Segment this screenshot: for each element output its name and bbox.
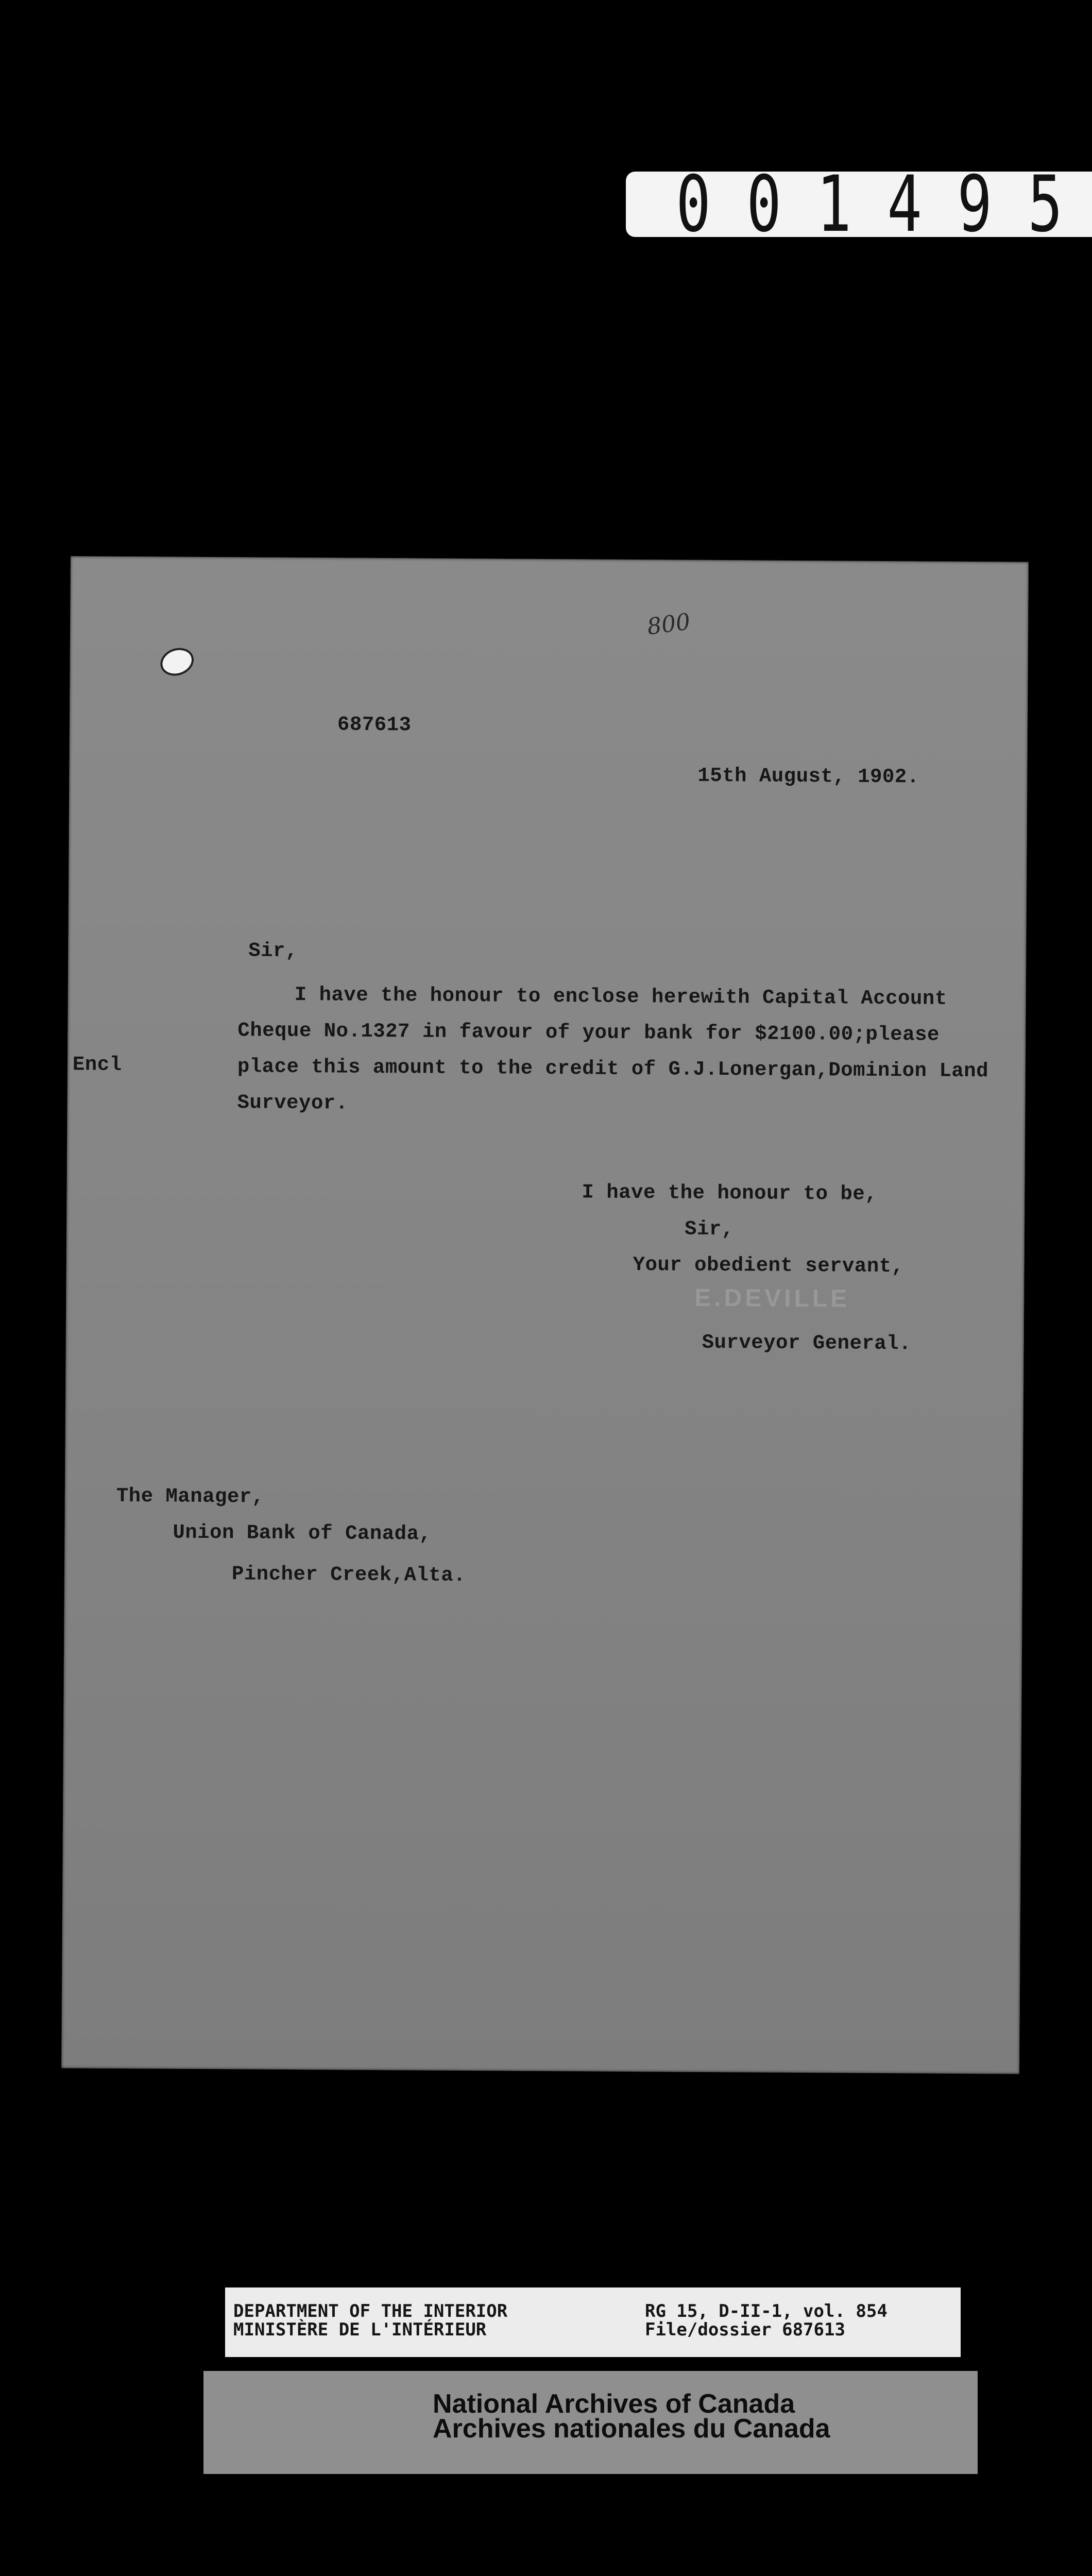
archive-reference-label bbox=[225, 2287, 961, 2357]
archives-name-english: National Archives of Canada bbox=[433, 2389, 795, 2419]
punch-hole-icon bbox=[157, 643, 198, 680]
addressee-line: Union Bank of Canada, bbox=[173, 1521, 432, 1546]
file-number: 687613 bbox=[337, 713, 412, 737]
archive-file-number: File/dossier 687613 bbox=[645, 2319, 845, 2340]
frame-digit: 9 bbox=[957, 159, 993, 249]
frame-digit: 0 bbox=[676, 159, 711, 249]
department-french: MINISTÈRE DE L'INTÉRIEUR bbox=[233, 2319, 487, 2340]
body-line: place this amount to the credit of G.J.Lonergan,Dominion Land bbox=[237, 1055, 989, 1083]
letter-sheet bbox=[61, 556, 1029, 2074]
department-english: DEPARTMENT OF THE INTERIOR bbox=[233, 2301, 508, 2321]
signature-stamp: E.DEVILLE bbox=[694, 1284, 850, 1313]
archive-reference: RG 15, D-II-1, vol. 854 bbox=[645, 2301, 888, 2321]
body-line: I have the honour to enclose herewith Capital Account bbox=[294, 984, 947, 1010]
letter-date: 15th August, 1902. bbox=[697, 764, 919, 789]
archives-banner bbox=[203, 2371, 978, 2474]
body-line: Surveyor. bbox=[237, 1091, 348, 1115]
frame-number-counter bbox=[626, 159, 1092, 249]
frame-digit: 1 bbox=[816, 159, 852, 249]
frame-digit: 5 bbox=[1027, 159, 1063, 249]
closing-line: I have the honour to be, bbox=[582, 1181, 878, 1206]
closing-line: Your obedient servant, bbox=[633, 1253, 904, 1278]
archives-name-french: Archives nationales du Canada bbox=[433, 2414, 830, 2444]
addressee-line: The Manager, bbox=[116, 1484, 264, 1509]
addressee-line: Pincher Creek,Alta. bbox=[231, 1563, 466, 1587]
body-line: Cheque No.1327 in favour of your bank for $2100.00;please bbox=[237, 1019, 940, 1046]
closing-line: Sir, bbox=[684, 1217, 734, 1241]
salutation: Sir, bbox=[248, 939, 298, 963]
pencil-annotation: 800 bbox=[645, 608, 692, 640]
signer-title: Surveyor General. bbox=[702, 1331, 912, 1355]
frame-digit: 0 bbox=[746, 159, 781, 249]
enclosure-note: Encl bbox=[72, 1053, 122, 1076]
frame-digit: 4 bbox=[886, 159, 922, 249]
